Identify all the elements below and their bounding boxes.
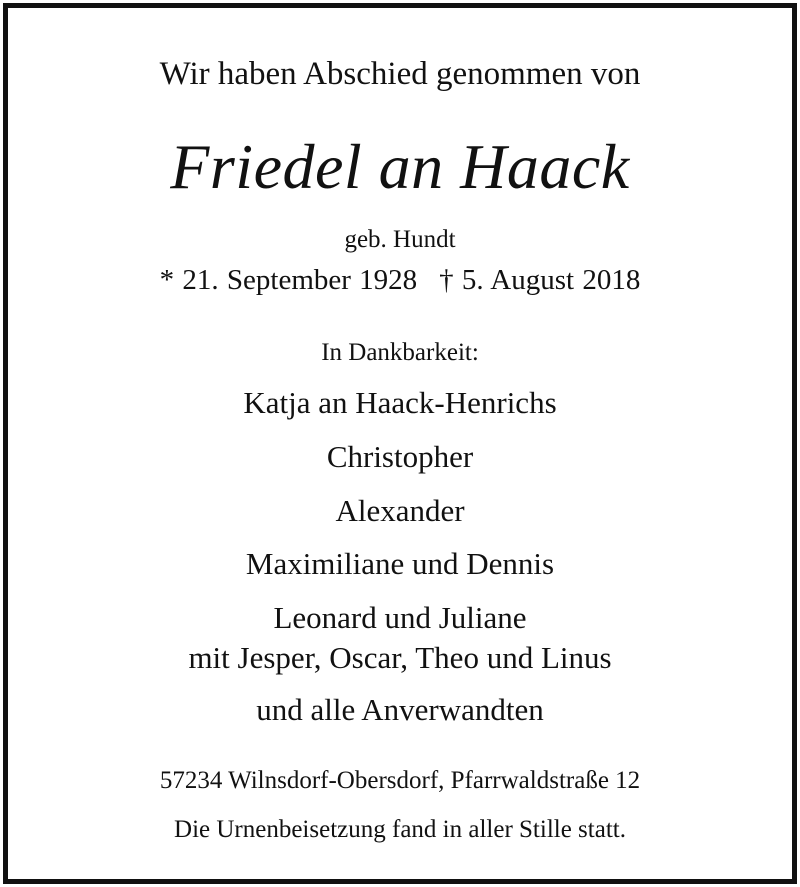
mourner-line: Katja an Haack-Henrichs [243,385,557,420]
life-dates [8,264,792,297]
burial-note: Die Urnenbeisetzung fand in aller Stille statt. [174,816,626,843]
intro-text: Wir haben Abschied genommen von [159,56,641,92]
address: 57234 Wilnsdorf-Obersdorf, Pfarrwaldstraße 12 [159,767,641,794]
deceased-name: Friedel an Haack [170,131,630,202]
mourner-line: Christopher [326,439,474,474]
obituary-notice [3,3,797,884]
mourner-line: Leonard und Juliane [273,600,527,635]
birth-date: * 21. September 1928 [159,264,418,296]
death-date: † 5. August 2018 [439,264,641,296]
mourner-line: Alexander [335,493,465,528]
mourner-line: Maximiliane und Dennis [245,546,555,581]
mourner-line: und alle Anverwandten [256,692,544,727]
mourner-line: mit Jesper, Oscar, Theo und Linus [188,640,612,675]
birth-name: geb. Hundt [344,226,456,253]
thanks-heading: In Dankbarkeit: [321,339,479,366]
